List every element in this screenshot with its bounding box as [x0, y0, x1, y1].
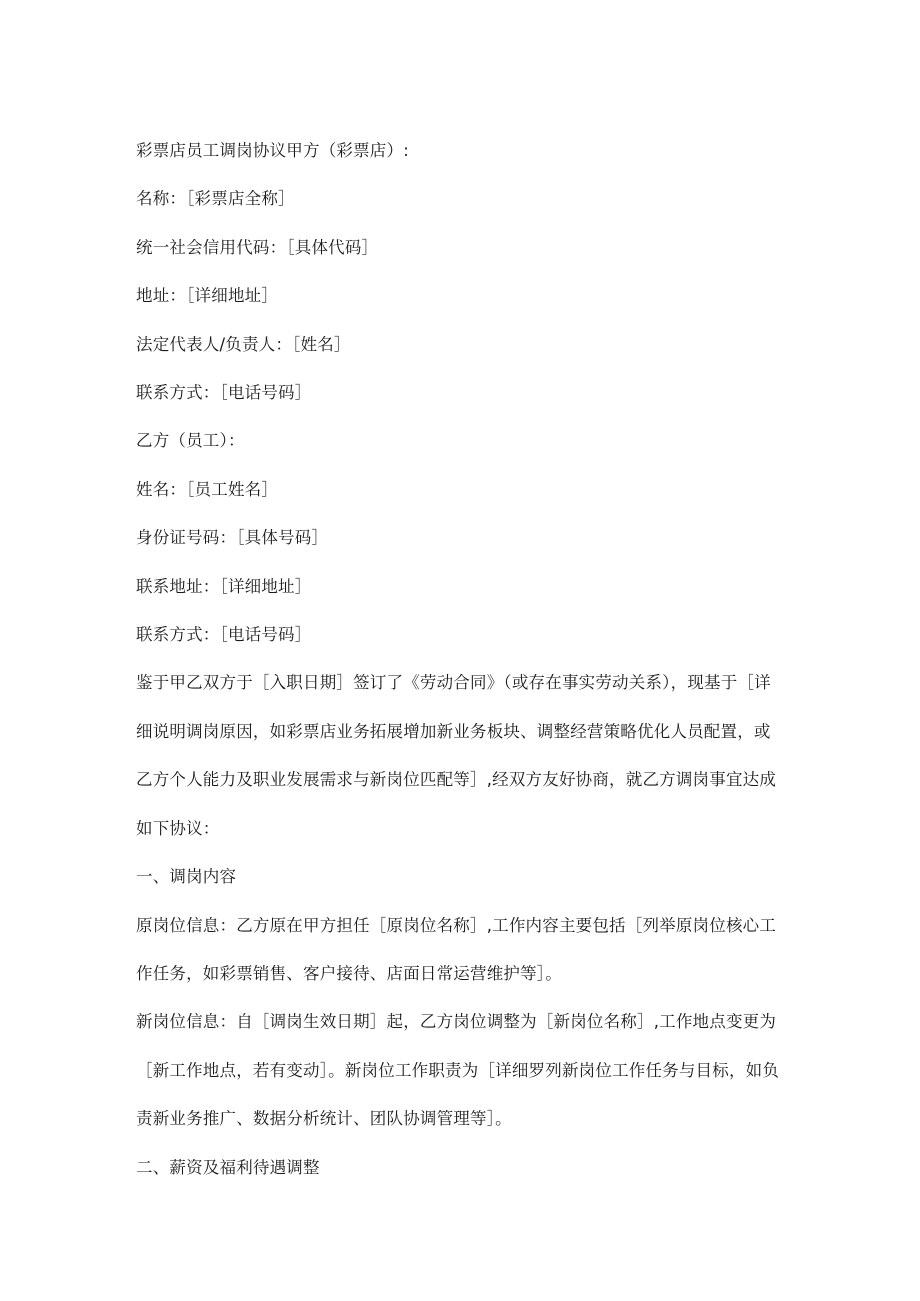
party-a-representative: 法定代表人/负责人：［姓名］ — [136, 334, 351, 354]
party-a-address: 地址：［详细地址］ — [136, 286, 279, 306]
party-b-name: 姓名：［员工姓名］ — [136, 479, 279, 499]
new-position-info: 新岗位信息：自［调岗生效日期］起，乙方岗位调整为［新岗位名称］,工作地点变更为［新工作地点，若有变动］。新岗位工作职责为［详细罗列新岗位工作任务与目标，如负责新业务推广、数据分析统计、团队协调管理等］。 — [136, 1012, 780, 1129]
document-body — [136, 127, 786, 1192]
section-heading-1: 一、调岗内容 — [136, 867, 237, 887]
original-position-info: 原岗位信息：乙方原在甲方担任［原岗位名称］,工作内容主要包括［列举原岗位核心工作任务，如彩票销售、客户接待、店面日常运营维护等］。 — [136, 915, 777, 983]
party-a-credit-code: 统一社会信用代码：［具体代码］ — [136, 237, 379, 257]
party-a-name: 名称：［彩票店全称］ — [136, 189, 295, 209]
party-b-heading: 乙方（员工）： — [136, 431, 245, 451]
party-b-id-number: 身份证号码：［具体号码］ — [136, 528, 329, 548]
preamble-paragraph: 鉴于甲乙双方于［入职日期］签订了《劳动合同》（或存在事实劳动关系），现基于［详细说明调岗原因，如彩票店业务拓展增加新业务板块、调整经营策略优化人员配置，或乙方个人能力及职业发展需求与新岗位匹配等］,经双方友好协商，就乙方调岗事宜达成如下协议： — [136, 673, 777, 838]
party-a-contact: 联系方式：［电话号码］ — [136, 383, 312, 403]
party-b-address: 联系地址：［详细地址］ — [136, 576, 312, 596]
doc-title-party-a: 彩票店员工调岗协议甲方（彩票店）: — [136, 141, 409, 160]
party-b-contact: 联系方式：［电话号码］ — [136, 625, 312, 645]
section-heading-2: 二、薪资及福利待遇调整 — [136, 1157, 320, 1177]
